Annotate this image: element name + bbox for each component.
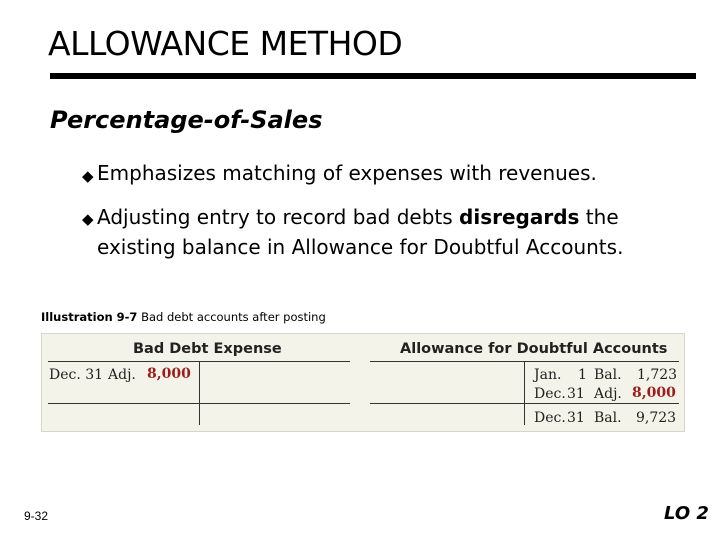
learning-objective: LO 2 — [664, 503, 709, 524]
bullet-text-2-bold: disregards — [459, 205, 580, 229]
bullet-diamond-icon: ◆ — [82, 167, 94, 185]
allow-row1-month: Jan. — [534, 367, 562, 383]
bad-debt-expense-total-line — [48, 403, 350, 404]
allowance-total-line — [370, 403, 679, 404]
slide-subtitle: Percentage-of-Sales — [50, 106, 323, 134]
bad-debt-expense-title: Bad Debt Expense — [133, 341, 282, 357]
bad-debt-expense-divider — [199, 361, 200, 425]
bullet-text-1: Emphasizes matching of expenses with revenues. — [97, 161, 597, 185]
bullet-text-2 — [97, 202, 697, 262]
allow-row1-day: 1 — [578, 367, 587, 383]
title-underline — [50, 73, 696, 79]
illustration-caption — [41, 310, 326, 324]
bde-entry-date: Dec. 31 — [49, 367, 104, 383]
page-number: 9-32 — [24, 509, 49, 523]
allow-ending-month: Dec. — [534, 410, 566, 426]
allow-row2-ref: Adj. — [594, 386, 622, 402]
allow-row2-day: 31 — [567, 386, 585, 402]
slide-title: ALLOWANCE METHOD — [48, 24, 403, 63]
allow-row1-amount: 1,723 — [637, 367, 678, 383]
allowance-divider — [524, 361, 525, 425]
allow-ending-ref: Bal. — [594, 410, 622, 426]
bullet-text-2-pre: Adjusting entry to record bad debts — [97, 205, 460, 229]
bde-entry-ref: Adj. — [108, 367, 136, 383]
allow-row1-ref: Bal. — [594, 367, 622, 383]
allow-ending-day: 31 — [567, 410, 585, 426]
allow-ending-amount: 9,723 — [636, 410, 677, 426]
bullet-diamond-icon: ◆ — [82, 210, 94, 228]
allow-row2-month: Dec. — [534, 386, 566, 402]
allow-row2-amount: 8,000 — [632, 385, 676, 401]
illustration-caption-text: Bad debt accounts after posting — [137, 310, 326, 324]
bde-entry-amount: 8,000 — [147, 366, 191, 382]
bullet-text-2-post: the existing balance in Allowance for Doubtful Accounts. — [97, 205, 624, 259]
illustration-label: Illustration 9-7 — [41, 310, 138, 324]
allowance-title: Allowance for Doubtful Accounts — [400, 341, 668, 357]
